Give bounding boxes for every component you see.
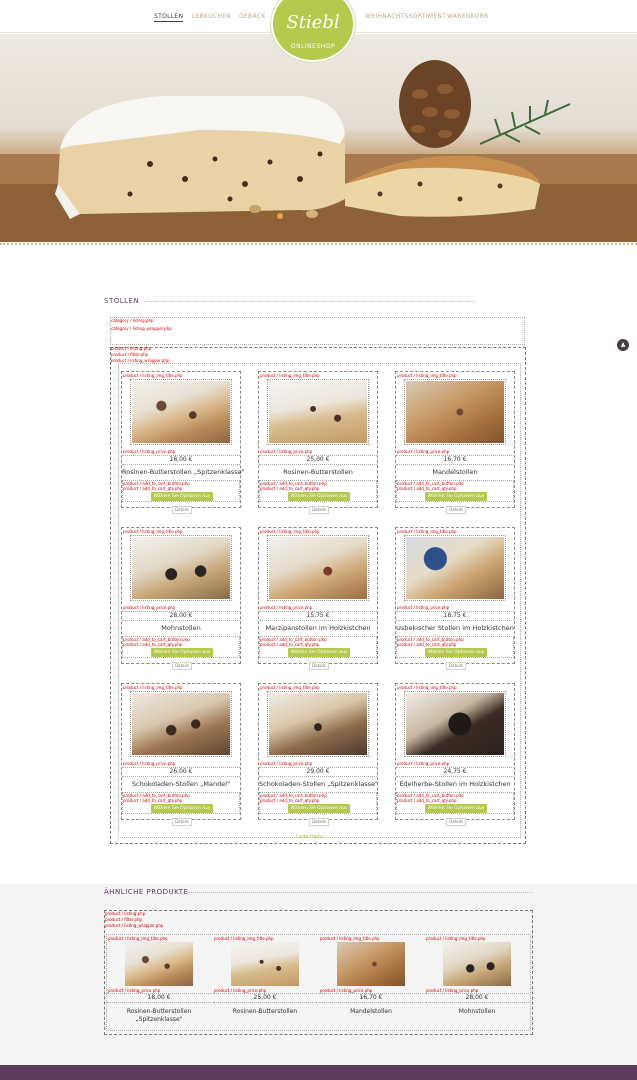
product-image-frame: [404, 379, 506, 445]
logo-script-text: Stiebl: [286, 12, 340, 33]
details-button[interactable]: Details: [172, 818, 192, 826]
debug-listing-img-title: product / listing_img_title.php: [397, 529, 457, 534]
product-price: 26,00 €: [169, 768, 193, 775]
hero-divider: [0, 243, 637, 245]
add-to-cart-button[interactable]: Wählen Sie Optionen aus: [151, 648, 213, 657]
details-button[interactable]: Details: [172, 506, 192, 514]
product-name[interactable]: Schokoladen-Stollen „Mandel": [131, 780, 231, 788]
debug-listing-price: product / listing_price.php: [397, 605, 450, 610]
debug-listing-price: product / listing_price.php: [260, 449, 313, 454]
product-image-frame: [404, 535, 506, 601]
debug-add-to-cart-button: product / add_to_cart_button.php: [260, 793, 327, 798]
debug-listing-img-title: product / listing_img_title.php: [260, 529, 320, 534]
product-card[interactable]: [395, 371, 515, 512]
debug-listing-img-title: product / listing_img_title.php: [320, 936, 380, 941]
details-button[interactable]: Details: [309, 818, 329, 826]
product-card[interactable]: [258, 683, 378, 824]
product-price: 24,75 €: [443, 768, 467, 775]
product-image[interactable]: [231, 942, 299, 986]
similar-product-card[interactable]: [213, 935, 318, 1030]
debug-product-listing: product / listing.php: [111, 346, 152, 351]
debug-add-to-cart-qty: product / add_to_cart_qty.php: [397, 798, 457, 803]
product-name[interactable]: Mohnstollen: [161, 624, 201, 632]
footer-bar: [0, 1065, 637, 1080]
debug-listing-price: product / listing_price.php: [214, 988, 267, 993]
product-name[interactable]: Edelherbe-Stollen im Holzkistchen: [399, 780, 511, 788]
add-to-cart-button[interactable]: Wählen Sie Optionen aus: [288, 492, 350, 501]
logo-onlineshop-text: ONLINESHOP: [290, 43, 336, 50]
debug-add-to-cart-button: product / add_to_cart_button.php: [123, 793, 190, 798]
nav-item-gebaeck[interactable]: GEBÄCK: [239, 13, 266, 20]
product-name[interactable]: Rosinen-Butterstollen „Spitzenklasse": [122, 468, 245, 476]
debug-category-listing-wrapper: category / listing_wrapper.php: [111, 326, 172, 331]
debug-add-to-cart-qty: product / add_to_cart_qty.php: [123, 798, 183, 803]
product-image[interactable]: [269, 381, 367, 443]
debug-add-to-cart-qty: product / add_to_cart_qty.php: [123, 642, 183, 647]
debug-listing-img-title: product / listing_img_title.php: [260, 373, 320, 378]
debug-listing-img-title: product / listing_img_title.php: [260, 685, 320, 690]
details-button[interactable]: Details: [172, 662, 192, 670]
product-price: 28,00 €: [465, 994, 489, 1001]
add-to-cart-button[interactable]: Wählen Sie Optionen aus: [425, 804, 487, 813]
details-button[interactable]: Details: [309, 662, 329, 670]
product-price: 25,00 €: [253, 994, 277, 1001]
product-image[interactable]: [125, 942, 193, 986]
debug-listing-price: product / listing_price.php: [320, 988, 373, 993]
product-image-frame: [267, 379, 369, 445]
hero-banner-image: [0, 34, 637, 242]
product-price: 16,70 €: [359, 994, 383, 1001]
debug-listing-price: product / listing_price.php: [260, 605, 313, 610]
product-price: 29,00 €: [306, 768, 330, 775]
debug-add-to-cart-qty: product / add_to_cart_qty.php: [397, 486, 457, 491]
nav-item-weihnachtssortiment[interactable]: WEIHNACHTSSORTIMENT: [365, 13, 447, 20]
product-price: 25,00 €: [306, 456, 330, 463]
chevron-up-icon: ▲: [620, 341, 626, 348]
similar-product-card[interactable]: [107, 935, 212, 1030]
debug-add-to-cart-button: product / add_to_cart_button.php: [397, 793, 464, 798]
debug-add-to-cart-button: product / add_to_cart_button.php: [123, 637, 190, 642]
scroll-to-top-button[interactable]: [617, 339, 629, 351]
nav-item-warenkorb[interactable]: WARENKORB: [447, 13, 489, 20]
product-image-frame: [443, 942, 511, 986]
similar-title-divider: [188, 892, 532, 893]
debug-listing-price: product / listing_price.php: [123, 761, 176, 766]
details-button[interactable]: Details: [309, 506, 329, 514]
add-to-cart-button[interactable]: Wählen Sie Optionen aus: [425, 648, 487, 657]
product-name[interactable]: Rosinen-Butterstollen: [283, 468, 353, 476]
product-image[interactable]: [269, 537, 367, 599]
debug-add-to-cart-qty: product / add_to_cart_qty.php: [260, 642, 320, 647]
debug-listing-img-title: product / listing_img_title.php: [397, 373, 457, 378]
product-card[interactable]: [395, 683, 515, 824]
product-name[interactable]: Rosinen-Butterstollen: [232, 1008, 298, 1015]
debug-listing-price: product / listing_price.php: [123, 449, 176, 454]
product-image-frame: [130, 379, 232, 445]
product-image[interactable]: [406, 693, 504, 755]
category-listing-debug-box: [110, 317, 525, 345]
section-title-divider: [144, 301, 476, 302]
product-image-frame: [130, 535, 232, 601]
product-image[interactable]: [132, 537, 230, 599]
debug-listing-img-title: product / listing_img_title.php: [108, 936, 168, 941]
product-price: 18,75 €: [443, 612, 467, 619]
product-image[interactable]: [443, 942, 511, 986]
product-image-frame: [125, 942, 193, 986]
product-card[interactable]: [121, 683, 241, 824]
product-name[interactable]: Mandelstollen: [350, 1008, 392, 1015]
add-to-cart-button[interactable]: Wählen Sie Optionen aus: [288, 804, 350, 813]
debug-add-to-cart-button: product / add_to_cart_button.php: [260, 637, 327, 642]
product-name[interactable]: Usbekischer Stollen im Holzkistchen: [396, 624, 514, 632]
similar-section-title: ÄHNLICHE PRODUKTE: [104, 888, 189, 896]
nav-item-stollen[interactable]: STOLLEN: [154, 13, 184, 20]
product-price: 16,70 €: [443, 456, 467, 463]
debug-add-to-cart-qty: product / add_to_cart_qty.php: [260, 486, 320, 491]
product-image[interactable]: [132, 693, 230, 755]
product-image[interactable]: [132, 381, 230, 443]
debug-listing-price: product / listing_price.php: [397, 449, 450, 454]
product-price: 28,00 €: [169, 612, 193, 619]
debug-listing-price: product / listing_price.php: [108, 988, 161, 993]
hero-stollen-illustration: [0, 34, 637, 242]
debug-add-to-cart-button: product / add_to_cart_button.php: [260, 481, 327, 486]
debug-product-filter-bottom: product / filter.php: [105, 917, 143, 922]
product-image-frame: [267, 535, 369, 601]
debug-listing-price: product / listing_price.php: [426, 988, 479, 993]
debug-listing-price: product / listing_price.php: [397, 761, 450, 766]
product-price: 18,00 €: [147, 994, 171, 1001]
debug-listing-price: product / listing_price.php: [123, 605, 176, 610]
product-name[interactable]: Rosinen-Butterstollen „Spitzenklasse": [126, 1008, 192, 1023]
debug-product-listing-bottom: product / listing.php: [105, 911, 146, 916]
product-image-frame: [130, 691, 232, 757]
product-image[interactable]: [406, 381, 504, 443]
similar-product-card[interactable]: [425, 935, 530, 1030]
product-card[interactable]: [121, 371, 245, 512]
add-to-cart-button[interactable]: Wählen Sie Optionen aus: [151, 492, 213, 501]
add-to-cart-button[interactable]: Wählen Sie Optionen aus: [425, 492, 487, 501]
product-image-frame: [231, 942, 299, 986]
product-image-frame: [337, 942, 405, 986]
product-image[interactable]: [269, 693, 367, 755]
debug-category-listing: category / listing.php: [111, 318, 154, 323]
product-card[interactable]: [395, 527, 515, 668]
debug-add-to-cart-button: product / add_to_cart_button.php: [397, 637, 464, 642]
debug-add-to-cart-button: product / add_to_cart_button.php: [123, 481, 190, 486]
add-to-cart-button[interactable]: Wählen Sie Optionen aus: [151, 804, 213, 813]
debug-add-to-cart-qty: product / add_to_cart_qty.php: [123, 486, 183, 491]
product-name[interactable]: Schokoladen-Stollen „Spitzenklasse": [259, 780, 378, 788]
debug-listing-img-title: product / listing_img_title.php: [214, 936, 274, 941]
load-more-link[interactable]: Lade mehr...: [296, 834, 328, 840]
debug-add-to-cart-qty: product / add_to_cart_qty.php: [260, 798, 320, 803]
product-card[interactable]: [258, 371, 378, 512]
debug-listing-img-title: product / listing_img_title.php: [397, 685, 457, 690]
debug-add-to-cart-button: product / add_to_cart_button.php: [397, 481, 464, 486]
product-name[interactable]: Marzipanstollen im Holzkistchen: [265, 624, 371, 632]
debug-product-listing-wrapper: product / listing_wrapper.php: [111, 358, 170, 363]
debug-listing-price: product / listing_price.php: [260, 761, 313, 766]
product-image[interactable]: [406, 537, 504, 599]
debug-listing-img-title: product / listing_img_title.php: [123, 685, 183, 690]
debug-listing-img-title: product / listing_img_title.php: [426, 936, 486, 941]
product-image[interactable]: [337, 942, 405, 986]
debug-listing-img-title: product / listing_img_title.php: [123, 373, 183, 378]
product-image-frame: [267, 691, 369, 757]
add-to-cart-button[interactable]: Wählen Sie Optionen aus: [288, 648, 350, 657]
debug-add-to-cart-qty: product / add_to_cart_qty.php: [397, 642, 457, 647]
product-price: 18,00 €: [169, 456, 193, 463]
section-title: STOLLEN: [104, 297, 140, 305]
product-image-frame: [404, 691, 506, 757]
debug-listing-img-title: product / listing_img_title.php: [123, 529, 183, 534]
product-card[interactable]: [121, 527, 241, 668]
product-card[interactable]: [258, 527, 378, 668]
similar-product-card[interactable]: [319, 935, 424, 1030]
debug-product-filter: product / filter.php: [111, 352, 149, 357]
debug-product-listing-wrapper-bottom: product / listing_wrapper.php: [105, 923, 164, 928]
details-button[interactable]: Details: [446, 818, 466, 826]
details-button[interactable]: Details: [446, 662, 466, 670]
product-price: 15,75 €: [306, 612, 330, 619]
product-name[interactable]: Mohnstollen: [458, 1008, 496, 1015]
product-name[interactable]: Mandelstollen: [432, 468, 478, 476]
details-button[interactable]: Details: [446, 506, 466, 514]
nav-item-lebkuchen[interactable]: LEBKUCHEN: [192, 13, 232, 20]
